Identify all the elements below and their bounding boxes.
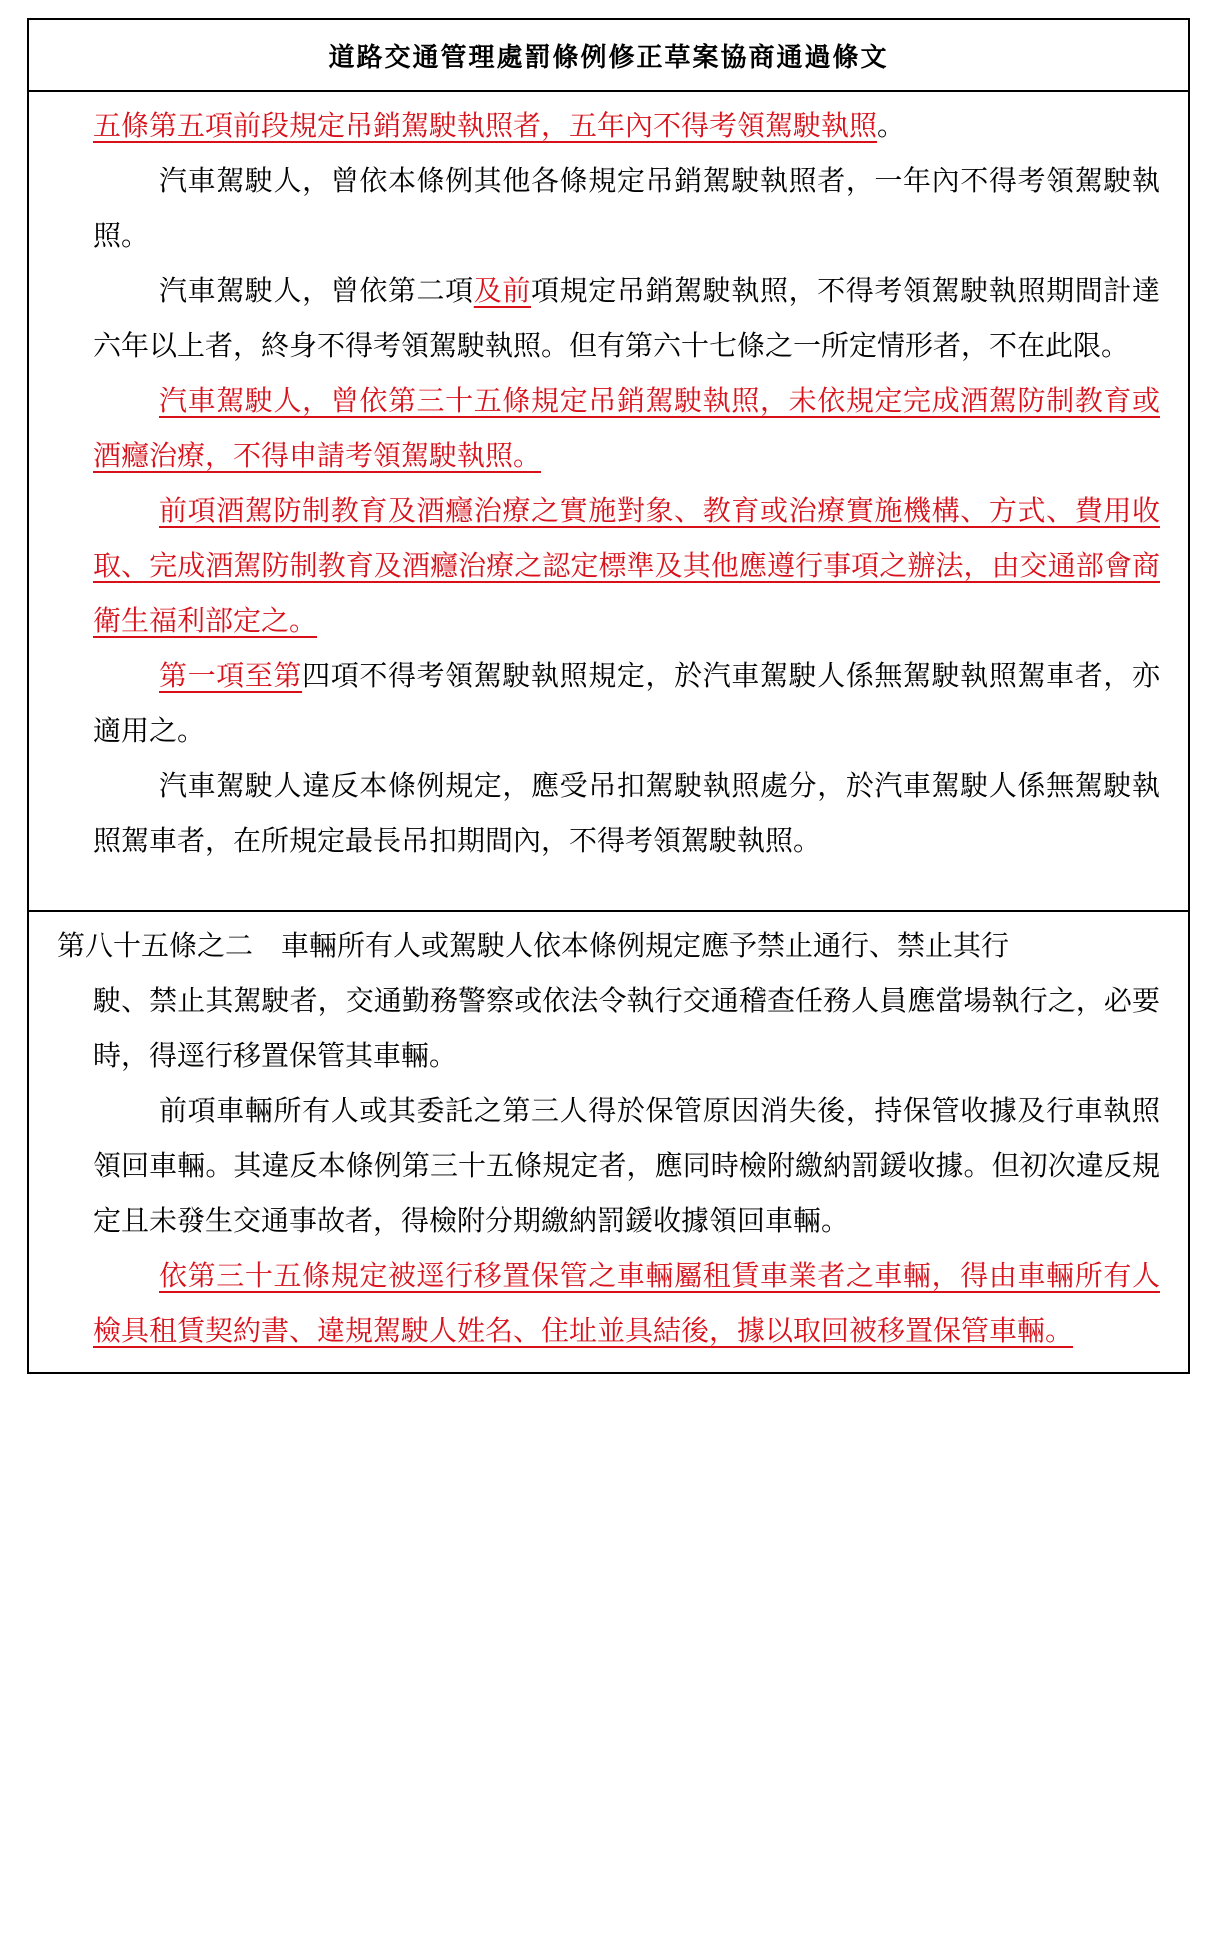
paragraph-1: 五條第五項前段規定吊銷駕駛執照者，五年內不得考領駕駛執照。 xyxy=(93,109,906,142)
header-title: 道路交通管理處罰條例修正草案協商通過條文 xyxy=(328,42,889,73)
article-85-2-paragraph-2: 前項車輛所有人或其委託之第三人得於保管原因消失後，持保管收據及行車執照領回車輛。其違反本條例第三十五條規定者，應同時檢附繳納罰鍰收據。但初次違反規定且未發生交通事故者，得檢附分期繳納罰鍰收據領回車輛。 xyxy=(93,1094,1160,1237)
paragraph-2: 汽車駕駛人，曾依本條例其他各條規定吊銷駕駛執照者，一年內不得考領駕駛執照。 xyxy=(93,164,1160,252)
paragraph-7: 汽車駕駛人違反本條例規定，應受吊扣駕駛執照處分，於汽車駕駛人係無駕駛執照駕車者，在所規定最長吊扣期間內，不得考領駕駛執照。 xyxy=(93,769,1160,857)
paragraph-3: 汽車駕駛人，曾依第二項及前項規定吊銷駕駛執照，不得考領駕駛執照期間計達六年以上者，終身不得考領駕駛執照。但有第六十七條之一所定情形者，不在此限。 xyxy=(93,274,1160,362)
table-header xyxy=(29,20,1188,92)
amended-text: 汽車駕駛人，曾依第三十五條規定吊銷駕駛執照，未依規定完成酒駕防制教育或酒癮治療，不得申請考領駕駛執照。 xyxy=(93,384,1160,472)
article-85-2-paragraph-1: 第八十五條之二 車輛所有人或駕駛人依本條例規定應予禁止通行、禁止其行 駛、禁止其駕駛者，交通勤務警察或依法令執行交通稽查任務人員應當場執行之，必要時，得逕行移置保管其車輛。 xyxy=(57,929,1160,1072)
article-85-2-paragraph-3 xyxy=(93,1248,1160,1358)
amended-text: 及前 xyxy=(473,274,532,307)
amended-text: 依第三十五條規定被逕行移置保管之車輛屬租賃車業者之車輛，得由車輛所有人檢具租賃契約書、違規駕駛人姓名、住址並具結後，據以取回被移置保管車輛。 xyxy=(93,1259,1160,1347)
amended-text: 五條第五項前段規定吊銷駕駛執照者，五年內不得考領駕駛執照 xyxy=(93,109,878,142)
document-table xyxy=(27,18,1190,1374)
paragraph-6: 第一項至第四項不得考領駕駛執照規定，於汽車駕駛人係無駕駛執照駕車者，亦適用之。 xyxy=(93,659,1160,747)
section-article-85-2 xyxy=(29,912,1188,1372)
section-article-67-continued xyxy=(29,92,1188,912)
amended-text: 前項酒駕防制教育及酒癮治療之實施對象、教育或治療實施機構、方式、費用收取、完成酒駕防制教育及酒癮治療之認定標準及其他應遵行事項之辦法，由交通部會商衛生福利部定之。 xyxy=(93,494,1160,637)
article-label: 第八十五條之二 xyxy=(57,929,254,962)
amended-text: 第一項至第 xyxy=(159,659,303,692)
paragraph-5 xyxy=(93,483,1160,648)
paragraph-4 xyxy=(93,373,1160,483)
